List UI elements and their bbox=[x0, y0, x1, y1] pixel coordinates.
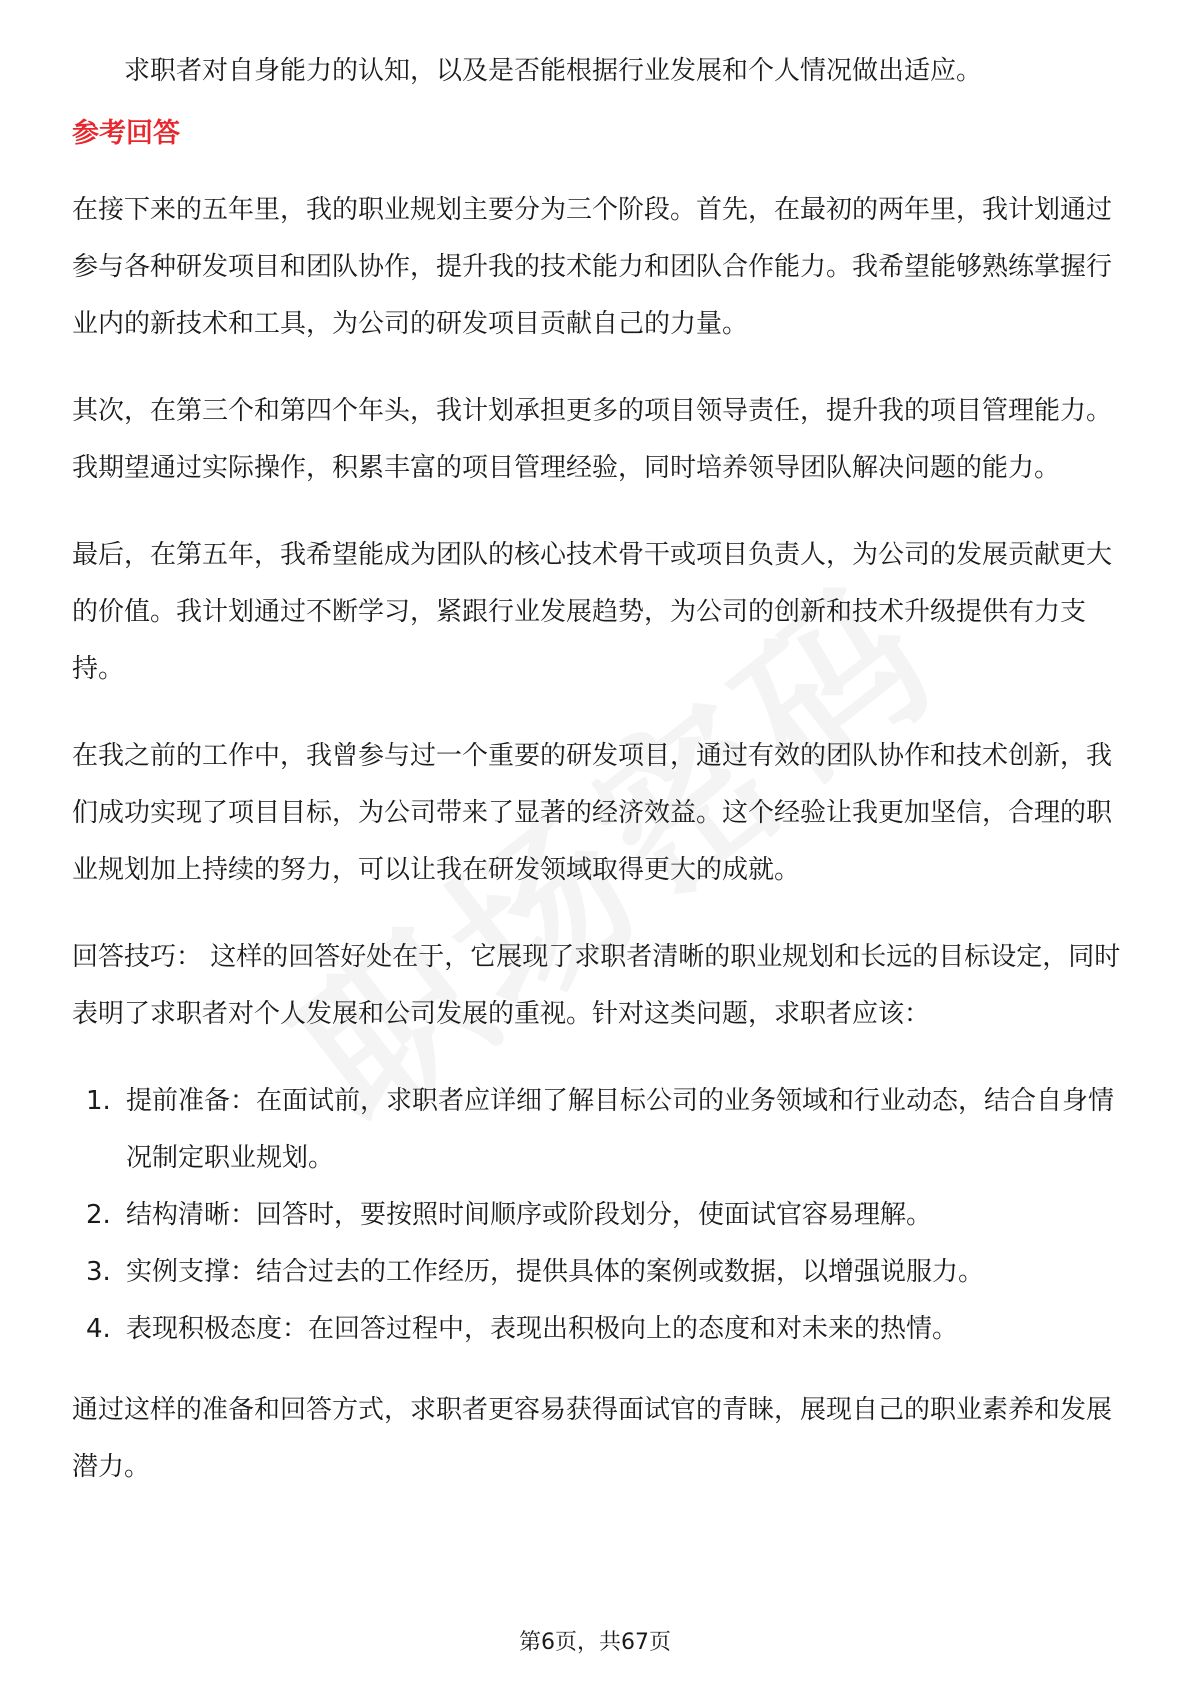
paragraph-1: 在接下来的五年里，我的职业规划主要分为三个阶段。首先，在最初的两年里，我计划通过参与各种研发项目和团队协作，提升我的技术能力和团队合作能力。我希望能够熟练掌握行业内的新技术和工具，为公司的研发项目贡献自己的力量。 bbox=[72, 195, 1113, 339]
list-item bbox=[72, 1244, 1130, 1301]
page-number: 第6页，共67页 bbox=[519, 1630, 671, 1655]
paragraph-3: 最后，在第五年，我希望能成为团队的核心技术骨干或项目负责人，为公司的发展贡献更大的价值。我计划通过不断学习，紧跟行业发展趋势，为公司的创新和技术升级提供有力支持。 bbox=[72, 540, 1113, 684]
list-item bbox=[72, 1073, 1130, 1187]
list-item-text: 表现积极态度：在回答过程中，表现出积极向上的态度和对未来的热情。 bbox=[126, 1314, 959, 1344]
list-item-text: 结构清晰：回答时，要按照时间顺序或阶段划分，使面试官容易理解。 bbox=[126, 1200, 933, 1230]
list-item bbox=[72, 1187, 1130, 1244]
list-number: 1. bbox=[86, 1086, 111, 1116]
paragraph-2: 其次，在第三个和第四个年头，我计划承担更多的项目领导责任，提升我的项目管理能力。我期望通过实际操作，积累丰富的项目管理经验，同时培养领导团队解决问题的能力。 bbox=[72, 396, 1113, 483]
document-body bbox=[72, 42, 1130, 1526]
tips-list bbox=[72, 1073, 1130, 1358]
list-number: 3. bbox=[86, 1257, 111, 1287]
closing-paragraph: 通过这样的准备和回答方式，求职者更容易获得面试官的青睐，展现自己的职业素养和发展潜力。 bbox=[72, 1395, 1113, 1482]
section-heading: 参考回答 bbox=[72, 118, 180, 149]
intro-text: 求职者对自身能力的认知，以及是否能根据行业发展和个人情况做出适应。 bbox=[124, 56, 983, 86]
answer-tips-paragraph: 回答技巧： 这样的回答好处在于，它展现了求职者清晰的职业规划和长远的目标设定，同时表明了求职者对个人发展和公司发展的重视。针对这类问题，求职者应该： bbox=[72, 942, 1121, 1029]
paragraph-4: 在我之前的工作中，我曾参与过一个重要的研发项目，通过有效的团队协作和技术创新，我们成功实现了项目目标，为公司带来了显著的经济效益。这个经验让我更加坚信，合理的职业规划加上持续的努力，可以让我在研发领域取得更大的成就。 bbox=[72, 741, 1113, 885]
list-item-text: 实例支撑：结合过去的工作经历，提供具体的案例或数据，以增强说服力。 bbox=[126, 1257, 985, 1287]
list-item bbox=[72, 1301, 1130, 1358]
list-number: 4. bbox=[86, 1314, 111, 1344]
list-item-text: 提前准备：在面试前，求职者应详细了解目标公司的业务领域和行业动态，结合自身情况制定职业规划。 bbox=[126, 1086, 1115, 1173]
list-number: 2. bbox=[86, 1200, 111, 1230]
